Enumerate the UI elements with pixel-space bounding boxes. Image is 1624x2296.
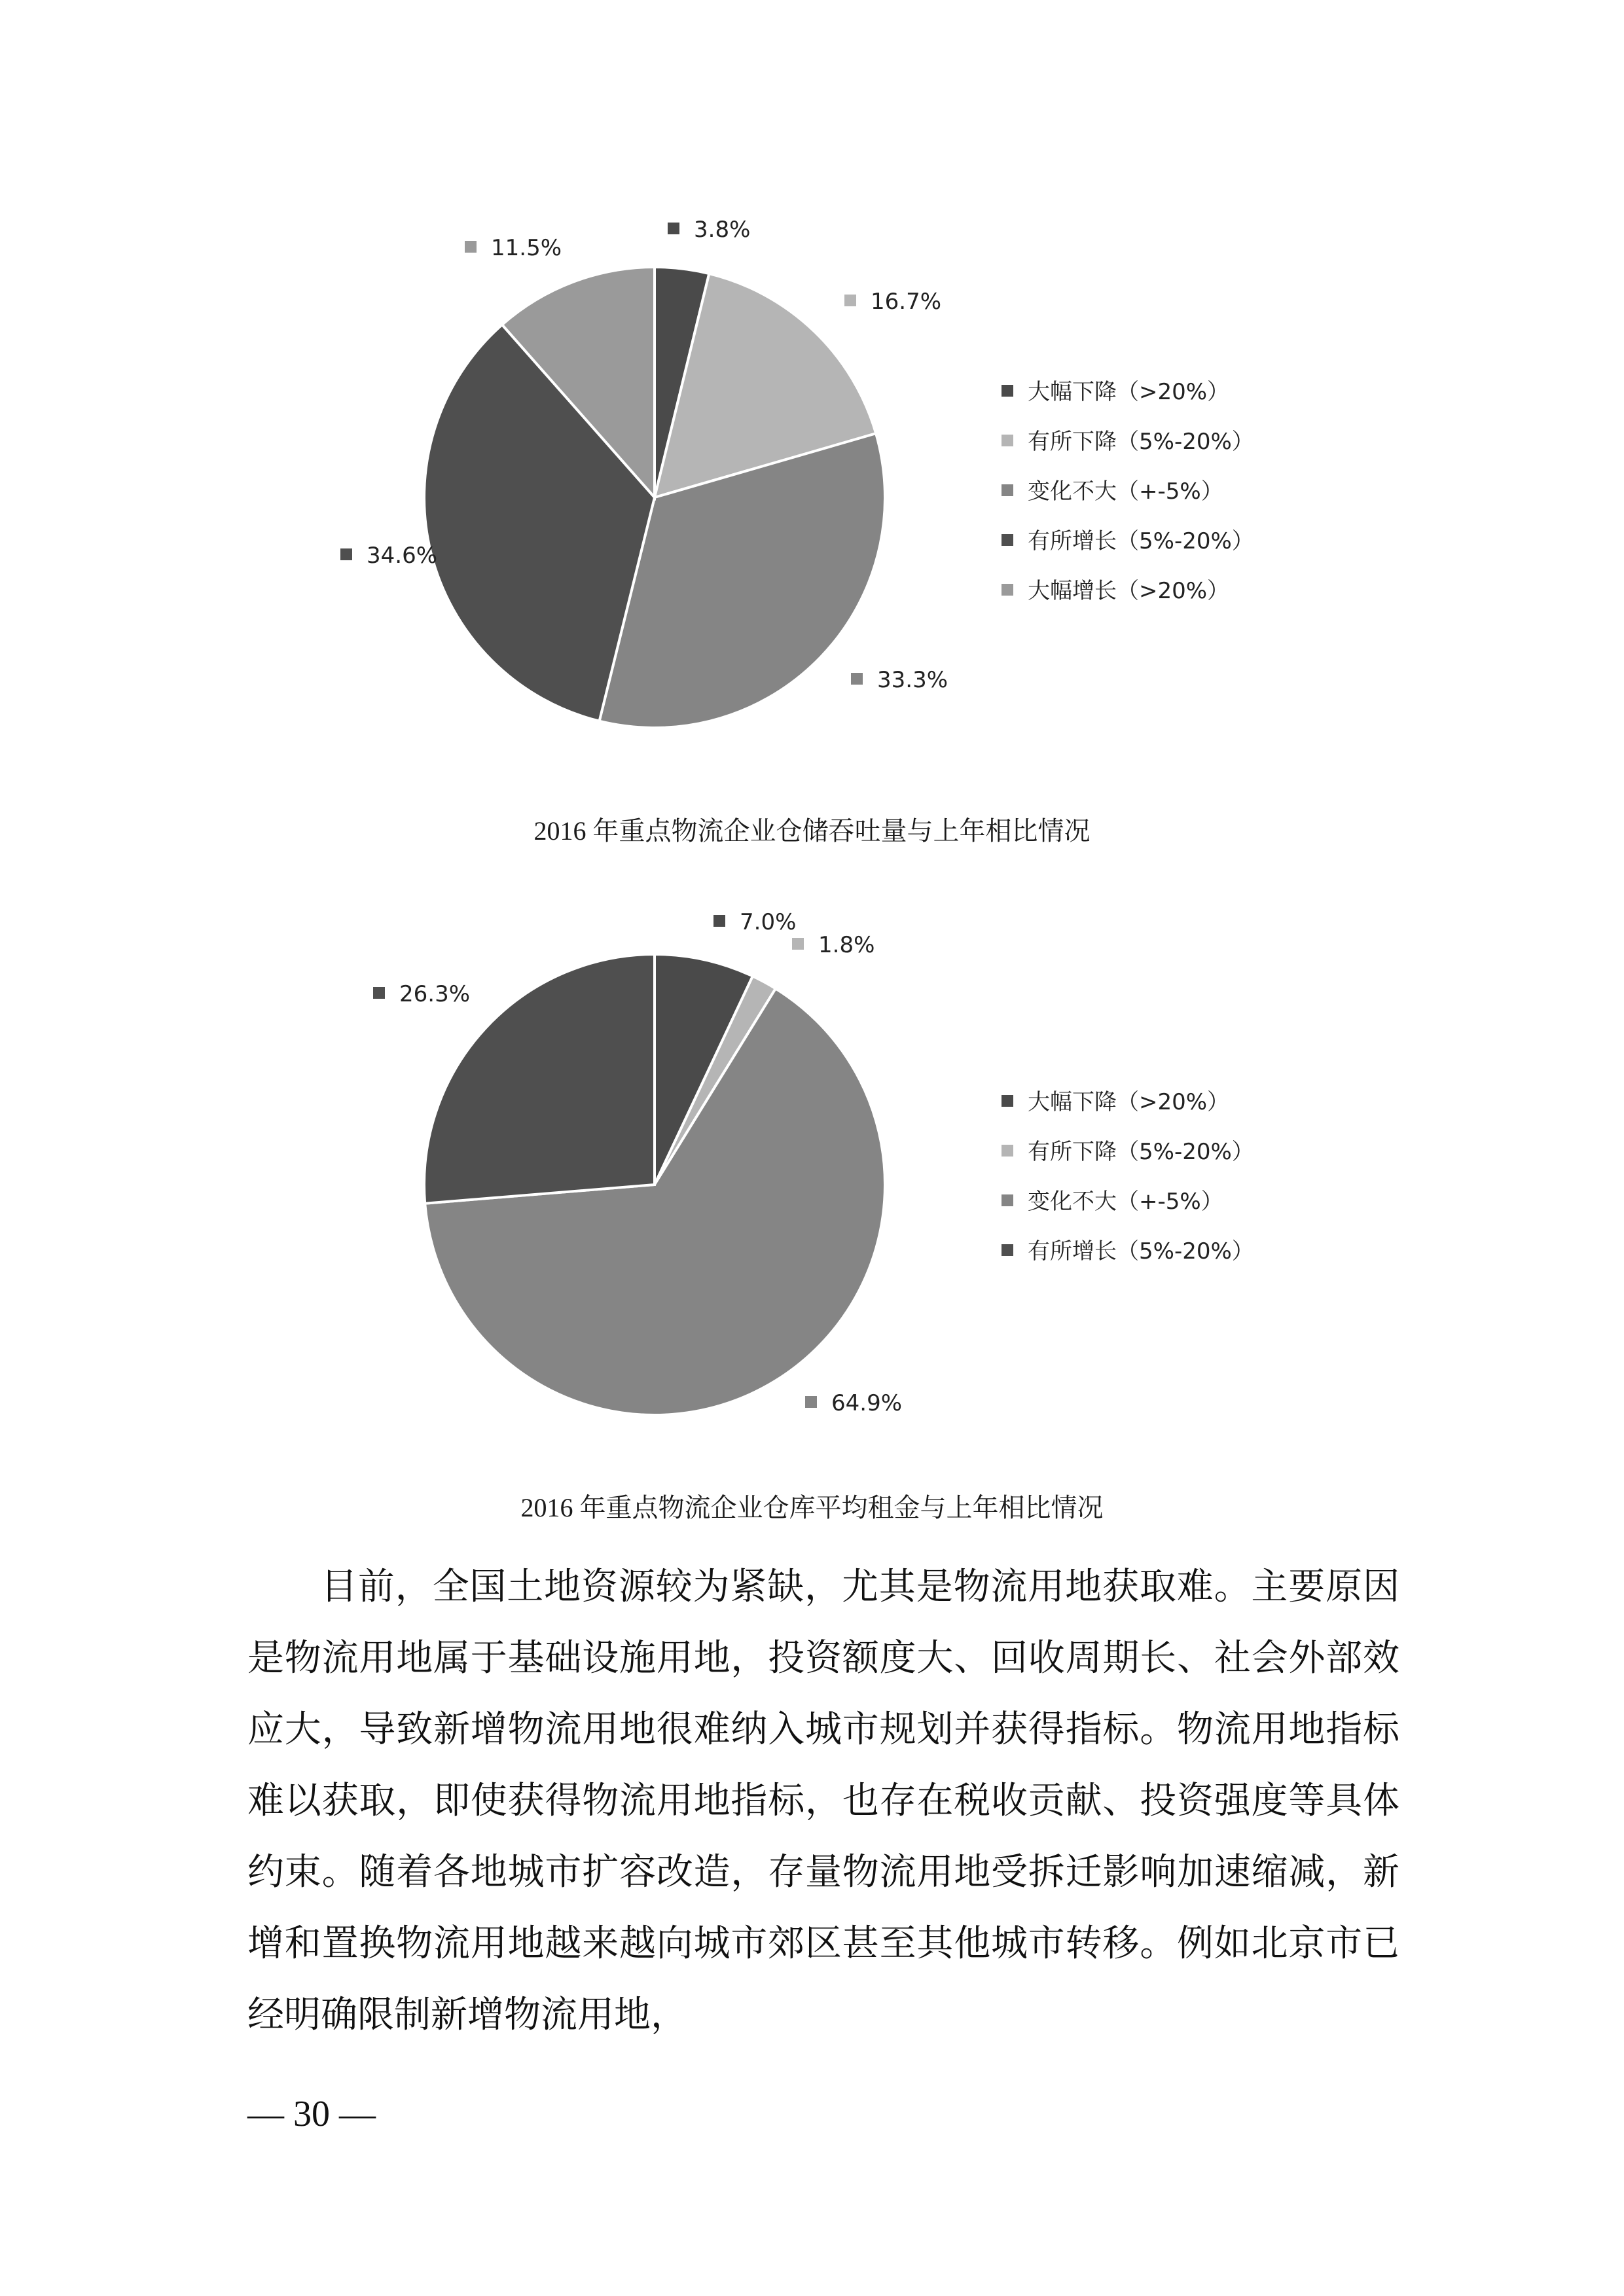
pie1-legend-marker-1 — [1001, 435, 1013, 446]
pie1-data-label-marker-0 — [668, 223, 679, 234]
warehouse-rent-pie-chart — [0, 870, 1624, 1460]
pie2-data-label-marker-0 — [713, 915, 725, 927]
pie1-data-label-1: 16.7% — [871, 289, 942, 315]
pie1-data-label-3: 34.6% — [367, 543, 438, 569]
chart-2-caption: 2016 年重点物流企业仓库平均租金与上年相比情况 — [520, 1493, 1104, 1522]
pie2-legend-entry-0: 大幅下降（>20%） — [1028, 1089, 1230, 1115]
pie1-data-label-0: 3.8% — [694, 217, 751, 243]
pie1-legend-entry-1: 有所下降（5%-20%） — [1028, 429, 1254, 455]
pie2-data-label-0: 7.0% — [740, 909, 797, 935]
pie1-data-label-marker-1 — [844, 295, 856, 306]
pie1-data-label-marker-3 — [340, 548, 352, 560]
pie1-data-label-4: 11.5% — [491, 235, 562, 261]
pie2-legend-marker-0 — [1001, 1095, 1013, 1107]
pie1-legend-marker-4 — [1001, 584, 1013, 596]
pie2-legend-marker-3 — [1001, 1244, 1013, 1256]
pie1-legend-marker-0 — [1001, 385, 1013, 397]
pie2-legend-entry-1: 有所下降（5%-20%） — [1028, 1139, 1254, 1165]
pie1-data-label-marker-4 — [465, 241, 477, 253]
page-number: — 30 — — [247, 2094, 376, 2134]
warehouse-throughput-pie-chart — [0, 183, 1624, 772]
pie1-legend-marker-3 — [1001, 534, 1013, 546]
chart-1-caption: 2016 年重点物流企业仓储吞吐量与上年相比情况 — [533, 816, 1091, 846]
pie2-data-label-3: 26.3% — [399, 981, 471, 1007]
pie1-legend-entry-4: 大幅增长（>20%） — [1028, 578, 1230, 604]
pie2-data-label-2: 64.9% — [831, 1390, 903, 1416]
pie2-data-label-marker-2 — [805, 1396, 817, 1408]
pie1-legend-entry-2: 变化不大（+-5%） — [1028, 478, 1223, 505]
pie2-legend-marker-2 — [1001, 1194, 1013, 1206]
pie2-legend-entry-3: 有所增长（5%-20%） — [1028, 1238, 1254, 1265]
pie2-legend-entry-2: 变化不大（+-5%） — [1028, 1189, 1223, 1215]
body-paragraph: 目前，全国土地资源较为紧缺，尤其是物流用地获取难。主要原因是物流用地属于基础设施用地，投资额度大、回收周期长、社会外部效应大，导致新增物流用地很难纳入城市规划并获得指标。物流用地指标难以获取，即使获得物流用地指标，也存在税收贡献、投资强度等具体约束。随着各地城市扩容改造，存量物流用地受拆迁影响加速缩减，新增和置换物流用地越来越向城市郊区甚至其他城市转移。例如北京市已经明确限制新增物流用地， — [247, 1566, 1399, 2036]
pie1-legend-marker-2 — [1001, 484, 1013, 496]
pie1-data-label-marker-2 — [851, 673, 863, 685]
pie2-data-label-1: 1.8% — [818, 932, 875, 958]
pie1-data-label-2: 33.3% — [877, 667, 948, 693]
pie2-data-label-marker-3 — [373, 987, 385, 999]
pie1-legend-entry-0: 大幅下降（>20%） — [1028, 379, 1230, 405]
pie2-data-label-marker-1 — [792, 938, 804, 950]
pie1-legend-entry-3: 有所增长（5%-20%） — [1028, 528, 1254, 554]
pie2-legend-marker-1 — [1001, 1145, 1013, 1157]
